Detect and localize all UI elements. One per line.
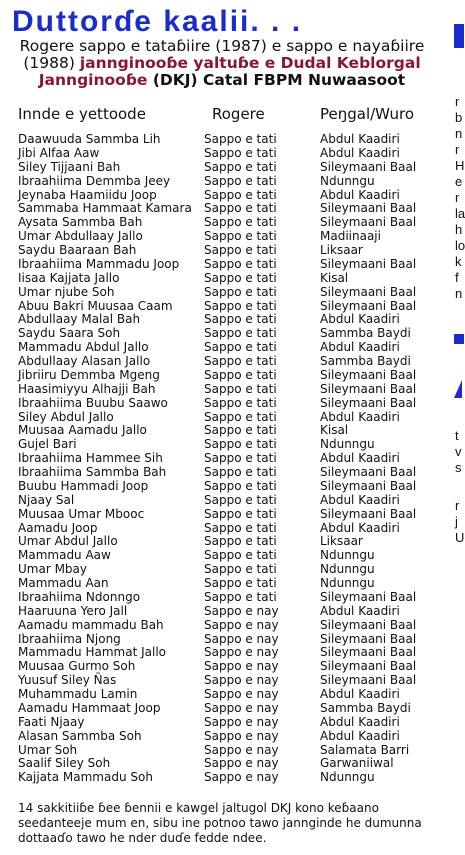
table-row: [18, 161, 430, 175]
table-row: [18, 341, 430, 355]
cell-cohort: Sappo e nay: [204, 659, 279, 674]
cell-cohort: Sappo e nay: [204, 603, 279, 618]
table-row: [18, 716, 430, 730]
table-row: [18, 522, 430, 536]
table-row: [18, 202, 430, 216]
table-row: [18, 508, 430, 522]
cell-place: Sileymaani Baal: [320, 284, 417, 299]
cell-cohort: Sappo e tati: [204, 298, 277, 313]
table-row: [18, 633, 430, 647]
table-row: [18, 452, 430, 466]
cell-place: Kisal: [320, 423, 349, 438]
table-row: [18, 147, 430, 161]
cell-cohort: Sappo e tati: [204, 520, 277, 535]
cell-place: Sileymaani Baal: [320, 478, 417, 493]
cell-place: Sileymaani Baal: [320, 381, 417, 396]
table-row: [18, 494, 430, 508]
cell-cohort: Sappo e tati: [204, 395, 277, 410]
cell-place: Sammba Baydi: [320, 700, 411, 715]
cell-cohort: Sappo e tati: [204, 437, 277, 452]
page-title: Duttorɗe kaalii. . .: [12, 5, 303, 38]
cell-cohort: Sappo e tati: [204, 243, 277, 257]
table-row: [18, 230, 430, 244]
cell-name: Faati Njaay: [18, 714, 85, 729]
table-row: [18, 424, 430, 438]
cell-name: Alasan Sammba Soh: [18, 728, 142, 743]
cell-cohort: Sappo e nay: [204, 631, 279, 646]
cell-cohort: Sappo e nay: [204, 742, 279, 757]
cell-place: Abdul Kaadiri: [320, 687, 400, 701]
cell-name: Mammadu Hammat Jallo: [18, 645, 167, 660]
cell-name: Mammadu Abdul Jallo: [18, 340, 149, 355]
cell-name: Jibi Alfaa Aaw: [18, 145, 100, 160]
side-text-fragment: k: [455, 254, 462, 269]
side-text-fragment: b: [455, 110, 463, 125]
side-text-fragment: H: [455, 158, 465, 173]
cell-place: Sileymaani Baal: [320, 506, 417, 521]
cell-place: Sileymaani Baal: [320, 465, 417, 479]
cell-name: Saalif Siley Soh: [18, 756, 111, 771]
cell-cohort: Sappo e tati: [204, 423, 277, 438]
table-body: [18, 133, 430, 785]
cell-place: Abdul Kaadiri: [320, 492, 400, 507]
cell-place: Ndunngu: [320, 770, 375, 785]
side-heading-block: [454, 24, 464, 48]
side-text-fragment: v: [455, 444, 462, 459]
table-row: [18, 175, 430, 189]
table-row: [18, 438, 430, 452]
cell-name: Sammaba Hammaat Kamara: [18, 201, 192, 216]
cell-place: Sileymaani Baal: [320, 215, 417, 230]
cell-place: Ndunngu: [320, 576, 375, 590]
side-text-fragment: t: [455, 428, 459, 443]
cell-name: Muusaa Gurmo Soh: [18, 659, 136, 674]
cell-place: Sileymaani Baal: [320, 159, 417, 174]
side-text-fragment: r: [455, 94, 460, 109]
cell-cohort: Sappo e tati: [204, 326, 277, 341]
table-row: [18, 244, 430, 258]
header-cohort: Rogere: [212, 105, 265, 123]
cell-name: Muusaa Aamadu Jallo: [18, 423, 147, 438]
table-row: [18, 369, 430, 383]
table-row: [18, 216, 430, 230]
table-row: [18, 702, 430, 716]
cell-name: Ibraahiima Njong: [18, 631, 121, 646]
cell-name: Saydu Baaraan Bah: [18, 243, 137, 257]
cell-name: Mammadu Aan: [18, 576, 109, 590]
cell-place: Abdul Kaadiri: [320, 603, 400, 618]
side-text-fragment: s: [455, 460, 462, 475]
table-row: [18, 535, 430, 549]
cell-place: Abdul Kaadiri: [320, 312, 400, 327]
cell-place: Abdul Kaadiri: [320, 451, 400, 466]
table-row: [18, 591, 430, 605]
cell-place: Ndunngu: [320, 562, 375, 577]
side-text-fragment: n: [455, 126, 463, 141]
cell-place: Ndunngu: [320, 173, 375, 188]
cell-name: Daawuuda Sammba Lih: [18, 132, 161, 146]
cell-place: Ndunngu: [320, 548, 375, 563]
cell-name: Gujel Bari: [18, 437, 77, 452]
cell-cohort: Sappo e tati: [204, 284, 277, 299]
cell-place: Kisal: [320, 270, 349, 285]
cell-name: Ibraahiima Mammadu Joop: [18, 256, 180, 271]
side-text-fragment: la: [455, 206, 465, 221]
cell-place: Sileymaani Baal: [320, 201, 417, 216]
adjacent-column-edge: [442, 0, 465, 855]
header-place: Peŋgal/Wuro: [320, 105, 414, 123]
cell-place: Sammba Baydi: [320, 326, 411, 341]
table-row: [18, 189, 430, 203]
cell-cohort: Sappo e nay: [204, 617, 279, 632]
cell-cohort: Sappo e tati: [204, 576, 277, 590]
cell-cohort: Sappo e tati: [204, 381, 277, 396]
table-row: [18, 411, 430, 425]
cell-cohort: Sappo e tati: [204, 562, 277, 577]
cell-place: Madiinaaji: [320, 229, 381, 244]
cell-name: Siley Tijjaani Bah: [18, 159, 121, 174]
table-row: [18, 383, 430, 397]
cell-place: Abdul Kaadiri: [320, 728, 400, 743]
cell-name: Umar Mbay: [18, 562, 87, 577]
subtitle-org: (DKJ) Catal FBPM Nuwaasoot: [147, 71, 406, 89]
cell-cohort: Sappo e nay: [204, 728, 279, 743]
cell-name: Buubu Hammadi Joop: [18, 478, 149, 493]
cell-cohort: Sappo e tati: [204, 492, 277, 507]
side-marker-block: [454, 334, 464, 344]
table-row: [18, 577, 430, 591]
side-text-fragment: j: [455, 514, 458, 529]
cell-cohort: Sappo e tati: [204, 367, 277, 382]
subtitle: [16, 38, 428, 89]
cell-name: Siley Abdul Jallo: [18, 409, 114, 424]
cell-name: Abuu Bakri Muusaa Caam: [18, 298, 173, 313]
cell-place: Sileymaani Baal: [320, 395, 417, 410]
cell-cohort: Sappo e tati: [204, 465, 277, 479]
cell-cohort: Sappo e nay: [204, 645, 279, 660]
cell-cohort: Sappo e tati: [204, 173, 277, 188]
cell-name: Aysata Sammba Bah: [18, 215, 143, 230]
cell-cohort: Sappo e tati: [204, 145, 277, 160]
table-row: [18, 688, 430, 702]
subtitle-line-2: [16, 55, 428, 72]
cell-cohort: Sappo e nay: [204, 770, 279, 785]
table-row: [18, 272, 430, 286]
cell-place: Sileymaani Baal: [320, 298, 417, 313]
cell-cohort: Sappo e tati: [204, 215, 277, 230]
cell-place: Abdul Kaadiri: [320, 187, 400, 202]
cell-name: Abdullaay Alasan Jallo: [18, 354, 151, 368]
cell-cohort: Sappo e tati: [204, 159, 277, 174]
side-heading-fragment: [454, 380, 462, 398]
cell-cohort: Sappo e tati: [204, 270, 277, 285]
table-row: [18, 327, 430, 341]
side-text-fragment: h: [455, 222, 463, 237]
cell-name: Ibraahiima Sammba Bah: [18, 465, 167, 479]
table-row: [18, 313, 430, 327]
graduates-table: [18, 103, 430, 785]
cell-name: Umar Abdul Jallo: [18, 534, 118, 549]
cell-place: Garwaniiwal: [320, 756, 394, 771]
table-row: [18, 549, 430, 563]
cell-cohort: Sappo e tati: [204, 354, 277, 368]
side-text-fragment: f: [455, 270, 459, 285]
cell-name: Muusaa Umar Mbooc: [18, 506, 145, 521]
cell-name: Haasimiyyu Alhajji Bah: [18, 381, 156, 396]
footer-note: 14 sakkitiiɓe ɓee ɓennii e kawgel jaltugol DKJ kono keɓaano seedanteeje mum en, sibu ine potnoo tawo jannginde he dumunna dottaaɗo tawo he nder duɗe fedde ndee.: [18, 801, 422, 845]
side-text-fragment: r: [455, 190, 460, 205]
table-row: [18, 300, 430, 314]
cell-cohort: Sappo e tati: [204, 187, 277, 202]
cell-cohort: Sappo e tati: [204, 478, 277, 493]
table-row: [18, 480, 430, 494]
cell-name: Umar Abdullaay Jallo: [18, 229, 143, 244]
cell-place: Abdul Kaadiri: [320, 520, 400, 535]
cell-cohort: Sappo e nay: [204, 687, 279, 701]
cell-name: Njaay Sal: [18, 492, 75, 507]
cell-name: Yuusuf Siley Ñas: [18, 673, 117, 688]
cell-name: Kajjata Mammadu Soh: [18, 770, 153, 785]
cell-cohort: Sappo e tati: [204, 132, 277, 146]
cell-cohort: Sappo e tati: [204, 256, 277, 271]
subtitle-highlight-1: jannginooɓe yaltuɓe e Dudal Keblorgal: [79, 54, 421, 72]
cell-place: Ndunngu: [320, 437, 375, 452]
side-text-fragment: lo: [455, 238, 465, 253]
cell-cohort: Sappo e nay: [204, 700, 279, 715]
table-row: [18, 563, 430, 577]
cell-place: Sileymaani Baal: [320, 631, 417, 646]
cell-place: Sammba Baydi: [320, 354, 411, 368]
cell-cohort: Sappo e tati: [204, 548, 277, 563]
cell-name: Haaruuna Yero Jall: [18, 603, 128, 618]
cell-place: Abdul Kaadiri: [320, 132, 400, 146]
cell-cohort: Sappo e tati: [204, 201, 277, 216]
cell-place: Sileymaani Baal: [320, 645, 417, 660]
cell-place: Liksaar: [320, 534, 363, 549]
side-text-fragment: n: [455, 286, 463, 301]
cell-cohort: Sappo e tati: [204, 589, 277, 604]
subtitle-line-3: [16, 72, 428, 89]
cell-name: Iisaa Kajjata Jallo: [18, 270, 120, 285]
cell-cohort: Sappo e nay: [204, 714, 279, 729]
cell-name: Ibraahiima Buubu Saawo: [18, 395, 168, 410]
cell-place: Liksaar: [320, 243, 363, 257]
table-row: [18, 397, 430, 411]
cell-place: Abdul Kaadiri: [320, 145, 400, 160]
cell-name: Abdullaay Malal Bah: [18, 312, 141, 327]
cell-place: Abdul Kaadiri: [320, 714, 400, 729]
table-row: [18, 757, 430, 771]
cell-place: Sileymaani Baal: [320, 617, 417, 632]
cell-cohort: Sappo e tati: [204, 409, 277, 424]
table-header: [18, 103, 430, 133]
cell-name: Jibriiru Demmba Mgeng: [18, 367, 160, 382]
cell-name: Aamadu Hammaat Joop: [18, 700, 161, 715]
cell-name: Muhammadu Lamin: [18, 687, 138, 701]
table-row: [18, 258, 430, 272]
table-row: [18, 466, 430, 480]
cell-cohort: Sappo e tati: [204, 229, 277, 244]
cell-place: Abdul Kaadiri: [320, 340, 400, 355]
cell-place: Sileymaani Baal: [320, 673, 417, 688]
table-row: [18, 646, 430, 660]
table-row: [18, 730, 430, 744]
cell-cohort: Sappo e tati: [204, 534, 277, 549]
cell-name: Umar njube Soh: [18, 284, 115, 299]
cell-cohort: Sappo e nay: [204, 673, 279, 688]
cell-name: Aamadu mammadu Bah: [18, 617, 164, 632]
subtitle-year: (1988): [23, 54, 80, 72]
cell-name: Ibraahiima Hammee Sih: [18, 451, 163, 466]
cell-name: Aamadu Joop: [18, 520, 98, 535]
table-row: [18, 355, 430, 369]
cell-place: Sileymaani Baal: [320, 659, 417, 674]
cell-place: Salamata Barri: [320, 742, 410, 757]
cell-name: Saydu Saara Soh: [18, 326, 121, 341]
subtitle-line-1: Rogere sappo e tataɓiire (1987) e sappo e nayaɓiire: [19, 37, 425, 55]
subtitle-highlight-2: Jannginooɓe: [38, 71, 148, 89]
cell-cohort: Sappo e nay: [204, 756, 279, 771]
cell-place: Sileymaani Baal: [320, 367, 417, 382]
cell-name: Jeynaba Haamiidu Joop: [18, 187, 157, 202]
table-row: [18, 286, 430, 300]
table-row: [18, 674, 430, 688]
table-row: [18, 605, 430, 619]
header-name: Innde e yettoode: [18, 105, 146, 123]
cell-place: Abdul Kaadiri: [320, 409, 400, 424]
cell-cohort: Sappo e tati: [204, 312, 277, 327]
cell-cohort: Sappo e tati: [204, 451, 277, 466]
cell-place: Sileymaani Baal: [320, 256, 417, 271]
side-text-fragment: e: [455, 174, 463, 189]
table-row: [18, 619, 430, 633]
side-text-fragment: r: [455, 142, 460, 157]
table-row: [18, 133, 430, 147]
side-text-fragment: U: [455, 530, 465, 545]
table-row: [18, 744, 430, 758]
cell-place: Sileymaani Baal: [320, 589, 417, 604]
cell-name: Ibraahiima Ndonngo: [18, 589, 141, 604]
table-row: [18, 771, 430, 785]
cell-cohort: Sappo e tati: [204, 506, 277, 521]
cell-name: Ibraahiima Demmba Jeey: [18, 173, 171, 188]
side-text-fragment: r: [455, 498, 460, 513]
cell-cohort: Sappo e tati: [204, 340, 277, 355]
cell-name: Mammadu Aaw: [18, 548, 111, 563]
cell-name: Umar Soh: [18, 742, 78, 757]
